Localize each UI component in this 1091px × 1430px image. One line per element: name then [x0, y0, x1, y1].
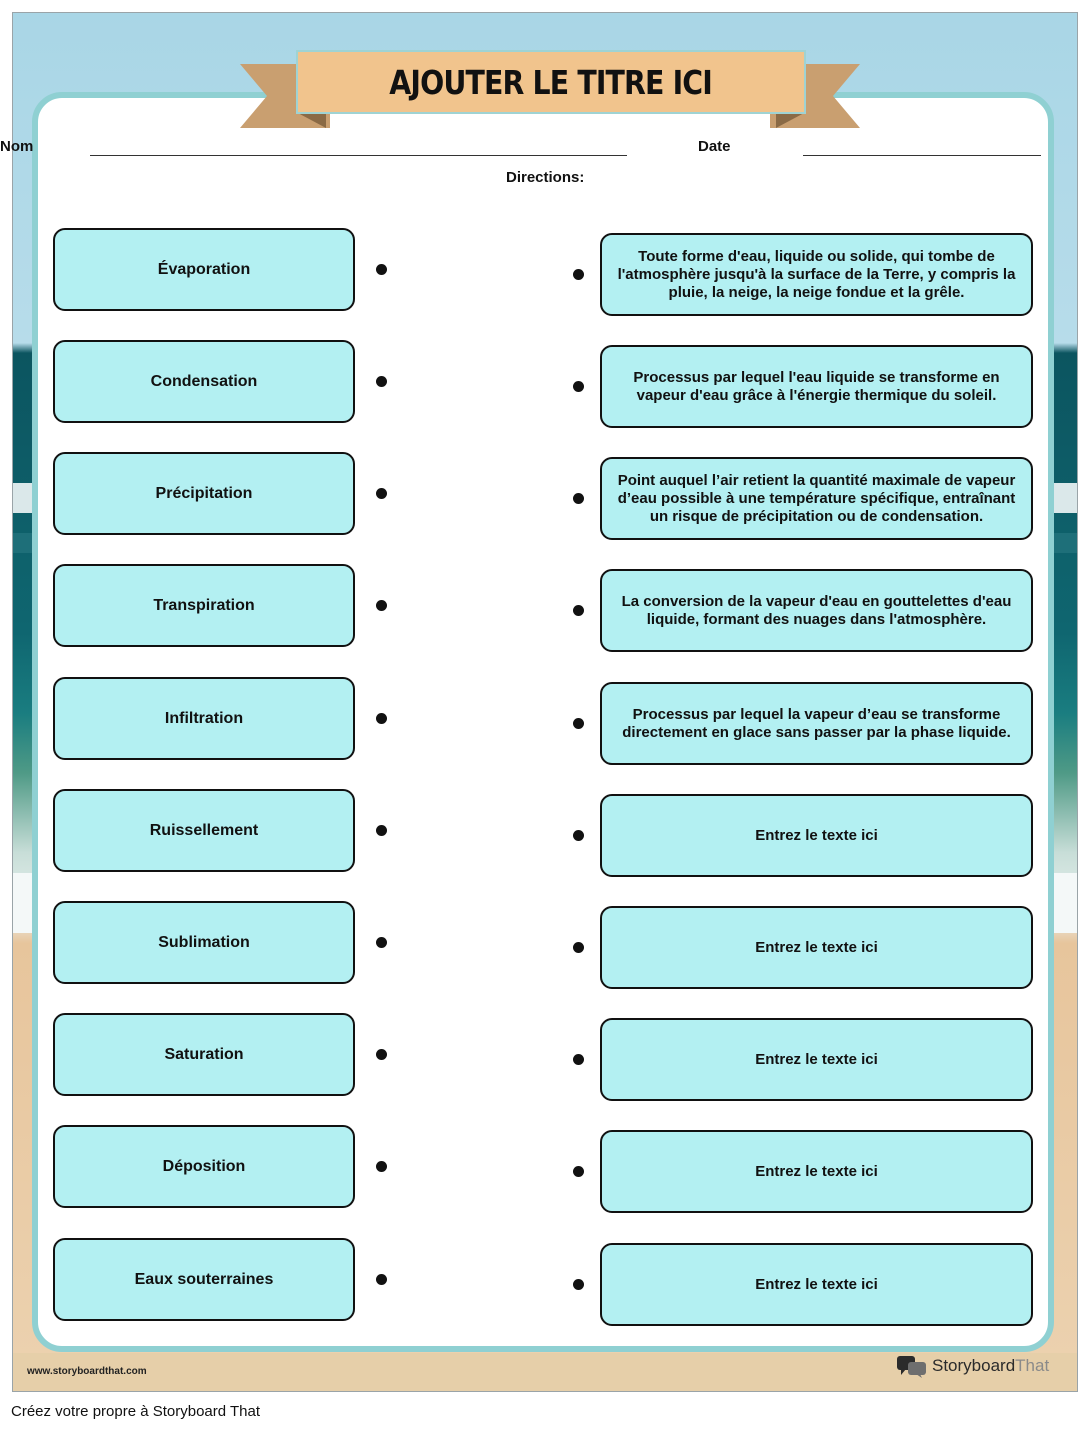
speech-bubbles-icon — [896, 1354, 928, 1378]
brand-name: Storyboard — [932, 1356, 1016, 1375]
definition-box[interactable]: Processus par lequel la vapeur d’eau se transforme directement en glace sans passer par la phase liquide. — [600, 682, 1033, 765]
term-dot — [376, 488, 387, 499]
credit-text: Créez votre propre à Storyboard That — [11, 1403, 261, 1420]
term-box[interactable]: Ruissellement — [53, 789, 355, 872]
definition-dot — [573, 269, 584, 280]
definition-box[interactable]: Entrez le texte ici — [600, 794, 1033, 877]
definition-dot — [573, 493, 584, 504]
term-box[interactable]: Évaporation — [53, 228, 355, 311]
definition-dot — [573, 605, 584, 616]
term-box[interactable]: Condensation — [53, 340, 355, 423]
definition-box[interactable]: Entrez le texte ici — [600, 906, 1033, 989]
term-dot — [376, 1274, 387, 1285]
term-box[interactable]: Eaux souterraines — [53, 1238, 355, 1321]
term-dot — [376, 264, 387, 275]
nom-field[interactable] — [90, 155, 627, 156]
term-dot — [376, 1049, 387, 1060]
term-dot — [376, 937, 387, 948]
definition-box[interactable]: Entrez le texte ici — [600, 1018, 1033, 1101]
brand-name-suffix: That — [1015, 1356, 1050, 1375]
term-box[interactable]: Déposition — [53, 1125, 355, 1208]
website-url: www.storyboardthat.com — [27, 1366, 147, 1377]
definition-dot — [573, 1054, 584, 1065]
term-dot — [376, 600, 387, 611]
term-box[interactable]: Transpiration — [53, 564, 355, 647]
definition-dot — [573, 942, 584, 953]
term-dot — [376, 713, 387, 724]
storyboardthat-logo — [896, 1354, 1049, 1378]
date-field[interactable] — [803, 155, 1041, 156]
definition-dot — [573, 1166, 584, 1177]
nom-label: Nom — [0, 138, 34, 155]
definition-box[interactable]: Entrez le texte ici — [600, 1130, 1033, 1213]
term-box[interactable]: Précipitation — [53, 452, 355, 535]
term-box[interactable]: Saturation — [53, 1013, 355, 1096]
definition-box[interactable]: Processus par lequel l'eau liquide se transforme en vapeur d'eau grâce à l'énergie thermique du soleil. — [600, 345, 1033, 428]
definition-dot — [573, 381, 584, 392]
definition-dot — [573, 718, 584, 729]
directions-label[interactable]: Directions: — [506, 169, 585, 186]
term-dot — [376, 376, 387, 387]
term-dot — [376, 825, 387, 836]
definition-dot — [573, 830, 584, 841]
definition-box[interactable]: Toute forme d'eau, liquide ou solide, qui tombe de l'atmosphère jusqu'à la surface de la Terre, y compris la pluie, la neige, la neige fondue et la grêle. — [600, 233, 1033, 316]
definition-dot — [573, 1279, 584, 1290]
definition-box[interactable]: Point auquel l’air retient la quantité maximale de vapeur d’eau possible à une température spécifique, entraînant un risque de précipitation ou de condensation. — [600, 457, 1033, 540]
page-title[interactable]: AJOUTER LE TITRE ICI — [389, 62, 713, 102]
term-box[interactable]: Infiltration — [53, 677, 355, 760]
definition-box[interactable]: Entrez le texte ici — [600, 1243, 1033, 1326]
term-box[interactable]: Sublimation — [53, 901, 355, 984]
title-banner[interactable] — [296, 50, 806, 114]
definition-box[interactable]: La conversion de la vapeur d'eau en gouttelettes d'eau liquide, formant des nuages dans l'atmosphère. — [600, 569, 1033, 652]
term-dot — [376, 1161, 387, 1172]
date-label: Date — [698, 138, 731, 155]
